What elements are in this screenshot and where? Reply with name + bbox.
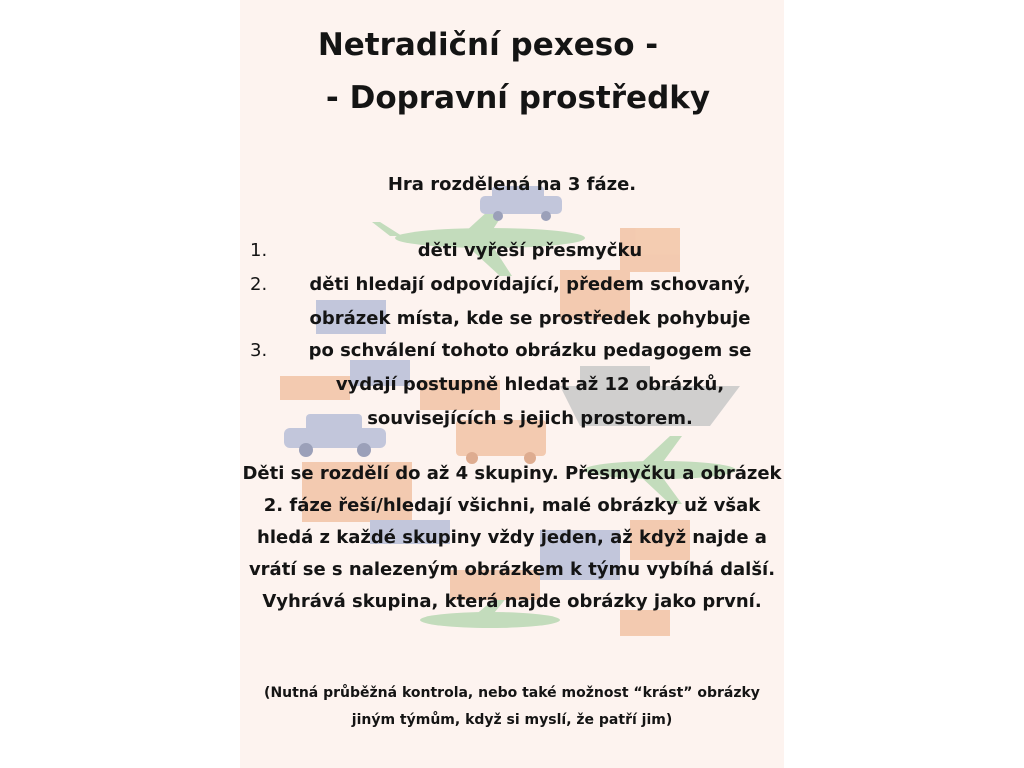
title-line-1: Netradiční pexeso - bbox=[317, 27, 659, 63]
document-content bbox=[240, 0, 784, 768]
title-line-2: - Dopravní prostředky bbox=[325, 80, 711, 116]
list-item-text: děti hledají odpovídající, předem schovaný, obrázek místa, kde se prostředek pohybuje bbox=[309, 274, 751, 329]
intro-text: Hra rozdělená na 3 fáze. bbox=[387, 174, 637, 195]
list-item bbox=[240, 234, 784, 268]
list-item-number: 2. bbox=[250, 274, 268, 295]
list-item bbox=[240, 268, 784, 336]
list-item bbox=[240, 334, 784, 434]
list-item-text: děti vyřeší přesmyčku bbox=[417, 240, 643, 261]
document-page bbox=[240, 0, 784, 768]
list-item-text: po schválení tohoto obrázku pedagogem se vydají postupně hledat až 12 obrázků, souvisejících s jejich prostorem. bbox=[308, 340, 752, 429]
rules-paragraph: Děti se rozdělí do až 4 skupiny. Přesmyčku a obrázek 2. fáze řeší/hledají všichni, malé obrázky už však hledá z každé skupiny vždy jeden, až když najde a vrátí se s nalezeným obrázkem k týmu vybíhá další. Vyhrává skupina, která najde obrázky jako první. bbox=[242, 463, 782, 612]
list-item-number: 1. bbox=[250, 240, 268, 261]
note-text: (Nutná průběžná kontrola, nebo také možnost “krást” obrázky jiným týmům, když si myslí, že patří jim) bbox=[264, 685, 760, 728]
list-item-number: 3. bbox=[250, 340, 268, 361]
